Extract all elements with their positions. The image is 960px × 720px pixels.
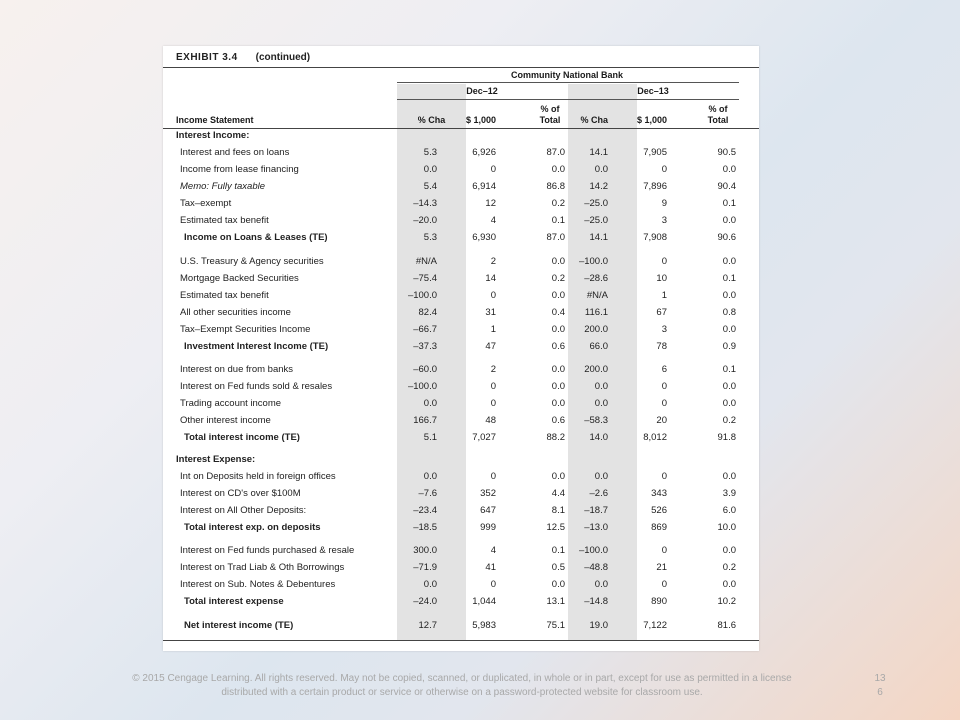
row-value: 4 (490, 545, 496, 556)
row-value: 0 (661, 398, 667, 409)
row-label: Interest and fees on loans (180, 147, 290, 158)
table-row (163, 270, 759, 287)
row-value: 5.4 (423, 181, 437, 192)
row-value: 87.0 (546, 232, 565, 243)
bank-name: Community National Bank (510, 70, 623, 80)
row-value: 0.6 (551, 415, 565, 426)
row-label: Interest on Fed funds purchased & resale (180, 545, 355, 556)
row-value: 0.1 (551, 215, 565, 226)
table-row (163, 395, 759, 412)
row-value: –75.4 (413, 273, 437, 284)
row-value: 0.2 (722, 415, 736, 426)
row-value: 7,027 (472, 432, 496, 443)
row-label: Interest on due from banks (180, 364, 294, 375)
row-value: 0.2 (551, 198, 565, 209)
row-value: 13.1 (546, 596, 565, 607)
col-pct-cha-dec12: % Cha (417, 115, 446, 125)
table-row (163, 321, 759, 338)
table-total-row (163, 229, 759, 246)
row-label: U.S. Treasury & Agency securities (180, 256, 324, 267)
row-value: 0 (490, 381, 496, 392)
row-value: 19.0 (589, 620, 608, 631)
row-value: 4.4 (551, 488, 565, 499)
row-value: 0.0 (423, 398, 437, 409)
table-row (163, 304, 759, 321)
exhibit-title (176, 52, 310, 63)
row-value: 90.4 (717, 181, 736, 192)
col-pct-total-line2: Total (707, 115, 729, 125)
row-label: All other securities income (180, 307, 291, 318)
col-pct-total-dec13 (697, 104, 739, 126)
row-value: 5.3 (423, 232, 437, 243)
row-label: Income from lease financing (180, 164, 299, 175)
row-value: 31 (485, 307, 496, 318)
period-dec-13: Dec–13 (637, 86, 669, 96)
row-value: 0 (661, 579, 667, 590)
row-value: 0.0 (722, 579, 736, 590)
bottom-rule (163, 640, 759, 641)
row-value: 0 (661, 381, 667, 392)
row-value: 0 (661, 164, 667, 175)
row-value: 343 (651, 488, 667, 499)
row-value: 4 (490, 215, 496, 226)
row-label: Net interest income (TE) (184, 620, 294, 631)
row-value: 0.0 (594, 164, 608, 175)
table-row (163, 378, 759, 395)
row-value: 526 (651, 505, 667, 516)
row-value: #N/A (586, 290, 608, 301)
row-value: 12.7 (418, 620, 437, 631)
row-value: 6,930 (472, 232, 496, 243)
row-label: Int on Deposits held in foreign offices (180, 471, 336, 482)
row-value: 90.6 (717, 232, 736, 243)
row-value: 0.0 (594, 471, 608, 482)
row-value: –7.6 (418, 488, 437, 499)
row-value: 14.2 (589, 181, 608, 192)
row-value: 0.0 (722, 545, 736, 556)
row-value: 999 (480, 522, 496, 533)
row-value: 0 (490, 164, 496, 175)
row-value: –2.6 (589, 488, 608, 499)
row-value: 3.9 (722, 488, 736, 499)
table-row (163, 485, 759, 502)
row-label: Total interest expense (184, 596, 284, 607)
row-value: 12.5 (546, 522, 565, 533)
row-value: –100.0 (578, 545, 608, 556)
row-value: 91.8 (717, 432, 736, 443)
row-value: 0.0 (722, 471, 736, 482)
row-value: –13.0 (584, 522, 608, 533)
row-value: –20.0 (413, 215, 437, 226)
row-label: Mortgage Backed Securities (180, 273, 299, 284)
row-value: 14 (485, 273, 496, 284)
row-value: 0.0 (722, 164, 736, 175)
table-row (163, 253, 759, 270)
row-value: 0.1 (722, 273, 736, 284)
row-value: 0.0 (594, 579, 608, 590)
row-label: Memo: Fully taxable (180, 181, 266, 192)
row-value: –58.3 (584, 415, 608, 426)
row-value: 5.1 (423, 432, 437, 443)
col-pct-total-line1: % of (708, 104, 728, 114)
period-dec-12: Dec–12 (466, 86, 498, 96)
table-total-row (163, 617, 759, 634)
table-row (163, 468, 759, 485)
row-value: #N/A (415, 256, 437, 267)
row-label: Total interest income (TE) (184, 432, 300, 443)
row-value: 0.0 (551, 290, 565, 301)
row-value: 75.1 (546, 620, 565, 631)
row-value: 0.9 (722, 341, 736, 352)
row-value: 21 (656, 562, 667, 573)
row-value: 3 (661, 324, 667, 335)
row-value: 0.0 (551, 364, 565, 375)
table-row (163, 287, 759, 304)
section-header-label: Interest Income: (176, 130, 250, 141)
row-value: 0.0 (722, 381, 736, 392)
row-value: 0.0 (551, 398, 565, 409)
row-value: –14.8 (584, 596, 608, 607)
row-value: 200.0 (584, 324, 608, 335)
row-value: 78 (656, 341, 667, 352)
row-value: –60.0 (413, 364, 437, 375)
row-value: 0.6 (551, 341, 565, 352)
row-value: 81.6 (717, 620, 736, 631)
income-statement-heading: Income Statement (176, 115, 254, 125)
row-value: 0.0 (551, 164, 565, 175)
row-label: Estimated tax benefit (180, 290, 269, 301)
table-row (163, 161, 759, 178)
bank-rule (397, 82, 739, 83)
row-label: Interest on Sub. Notes & Debentures (180, 579, 336, 590)
row-value: 14.0 (589, 432, 608, 443)
col-pct-total-line2: Total (539, 115, 561, 125)
exhibit-page (163, 46, 759, 651)
row-value: –14.3 (413, 198, 437, 209)
row-value: 14.1 (589, 232, 608, 243)
row-label: Interest on CD's over $100M (180, 488, 301, 499)
table-row (163, 195, 759, 212)
row-value: 0.0 (551, 324, 565, 335)
row-value: 7,122 (643, 620, 667, 631)
row-value: 7,896 (643, 181, 667, 192)
row-value: 0 (661, 545, 667, 556)
row-value: 5.3 (423, 147, 437, 158)
row-value: 0.0 (551, 256, 565, 267)
row-value: –25.0 (584, 215, 608, 226)
row-value: 66.0 (589, 341, 608, 352)
row-value: 5,983 (472, 620, 496, 631)
row-value: 8.1 (551, 505, 565, 516)
row-value: 0.0 (722, 290, 736, 301)
row-label: Trading account income (180, 398, 282, 409)
col-pct-total-line1: % of (540, 104, 560, 114)
row-value: 647 (480, 505, 496, 516)
row-value: –66.7 (413, 324, 437, 335)
row-value: 0.4 (551, 307, 565, 318)
row-value: 20 (656, 415, 667, 426)
table-total-row (163, 429, 759, 446)
row-value: 0 (661, 471, 667, 482)
row-value: –28.6 (584, 273, 608, 284)
row-value: 0.0 (551, 579, 565, 590)
row-value: 6,914 (472, 181, 496, 192)
col-pct-cha-dec13: % Cha (580, 115, 608, 125)
row-value: 90.5 (717, 147, 736, 158)
table-row (163, 576, 759, 593)
row-value: –100.0 (578, 256, 608, 267)
row-value: 0.8 (722, 307, 736, 318)
row-label: Tax–Exempt Securities Income (180, 324, 311, 335)
table-total-row (163, 519, 759, 536)
row-value: 41 (485, 562, 496, 573)
table-row (163, 542, 759, 559)
row-value: 0 (490, 398, 496, 409)
row-value: 48 (485, 415, 496, 426)
row-value: 0 (661, 256, 667, 267)
row-value: 0.5 (551, 562, 565, 573)
row-label: Tax–exempt (180, 198, 232, 209)
col-amount-dec13: $ 1,000 (636, 115, 667, 125)
row-value: 82.4 (418, 307, 437, 318)
row-value: 0 (490, 471, 496, 482)
row-label: Total interest exp. on deposits (184, 522, 321, 533)
row-label: Interest on Trad Liab & Oth Borrowings (180, 562, 345, 573)
row-value: –100.0 (407, 290, 437, 301)
row-value: –25.0 (584, 198, 608, 209)
row-value: 0.1 (722, 198, 736, 209)
row-value: 12 (485, 198, 496, 209)
row-value: 0.0 (722, 256, 736, 267)
row-value: 200.0 (584, 364, 608, 375)
row-value: 0.2 (722, 562, 736, 573)
row-value: 88.2 (546, 432, 565, 443)
row-value: 10.0 (717, 522, 736, 533)
row-value: –100.0 (407, 381, 437, 392)
row-value: 0.0 (722, 215, 736, 226)
row-value: 6.0 (722, 505, 736, 516)
row-label: Income on Loans & Leases (TE) (184, 232, 328, 243)
row-value: 0.0 (423, 471, 437, 482)
row-value: 6 (661, 364, 667, 375)
row-value: 0.1 (722, 364, 736, 375)
section-header (163, 127, 759, 144)
row-label: Investment Interest Income (TE) (184, 341, 329, 352)
row-value: 0.0 (722, 324, 736, 335)
table-row (163, 559, 759, 576)
row-value: –48.8 (584, 562, 608, 573)
row-value: 7,908 (643, 232, 667, 243)
row-label: Interest on Fed funds sold & resales (180, 381, 333, 392)
row-value: 0.0 (551, 471, 565, 482)
row-value: 869 (651, 522, 667, 533)
row-value: 0 (490, 290, 496, 301)
table-row (163, 144, 759, 161)
row-value: 0.0 (423, 579, 437, 590)
row-value: 116.1 (584, 307, 608, 318)
row-value: 87.0 (546, 147, 565, 158)
row-value: 2 (490, 364, 496, 375)
period-rule (397, 99, 739, 100)
row-value: –18.5 (413, 522, 437, 533)
row-value: 2 (490, 256, 496, 267)
row-value: 6,926 (472, 147, 496, 158)
row-value: 0.0 (551, 381, 565, 392)
top-rule (163, 67, 759, 68)
row-value: –24.0 (413, 596, 437, 607)
row-value: 3 (661, 215, 667, 226)
col-amount-dec12: $ 1,000 (465, 115, 496, 125)
row-value: 10.2 (717, 596, 736, 607)
row-value: 1 (490, 324, 496, 335)
table-total-row (163, 338, 759, 355)
exhibit-number: EXHIBIT 3.4 (176, 52, 238, 63)
row-value: 14.1 (589, 147, 608, 158)
row-value: –71.9 (413, 562, 437, 573)
row-value: 0.0 (722, 398, 736, 409)
row-value: 67 (656, 307, 667, 318)
row-value: 86.8 (546, 181, 565, 192)
row-value: 300.0 (413, 545, 437, 556)
row-value: 890 (651, 596, 667, 607)
row-label: Other interest income (180, 415, 271, 426)
row-value: 0 (490, 579, 496, 590)
copyright-notice: © 2015 Cengage Learning. All rights reserved. May not be copied, scanned, or duplicated, in whole or in part, except for use as permitted in a license distributed with a certain product or service or otherwise on a password-protected website for classroom use. (132, 673, 792, 698)
row-value: –18.7 (584, 505, 608, 516)
row-label: Estimated tax benefit (180, 215, 269, 226)
slide-number: 13 6 (874, 673, 886, 698)
table-row (163, 178, 759, 195)
row-value: 9 (661, 198, 667, 209)
row-value: 10 (656, 273, 667, 284)
table-row (163, 361, 759, 378)
row-label: Interest on All Other Deposits: (180, 505, 307, 516)
row-value: 1,044 (472, 596, 496, 607)
row-value: 0.2 (551, 273, 565, 284)
row-value: 0.0 (594, 398, 608, 409)
row-value: 47 (485, 341, 496, 352)
row-value: 166.7 (413, 415, 437, 426)
col-pct-total-dec12 (525, 104, 575, 126)
row-value: 0.0 (423, 164, 437, 175)
row-value: 8,012 (643, 432, 667, 443)
row-value: 7,905 (643, 147, 667, 158)
row-value: 0.0 (594, 381, 608, 392)
table-row (163, 412, 759, 429)
row-value: 352 (480, 488, 496, 499)
table-total-row (163, 593, 759, 610)
table-row (163, 212, 759, 229)
exhibit-note: (continued) (255, 52, 311, 63)
section-header-label: Interest Expense: (176, 454, 256, 465)
row-value: 1 (661, 290, 667, 301)
row-value: –37.3 (413, 341, 437, 352)
row-value: 0.1 (551, 545, 565, 556)
table-row (163, 502, 759, 519)
row-value: –23.4 (413, 505, 437, 516)
section-header (163, 451, 759, 468)
